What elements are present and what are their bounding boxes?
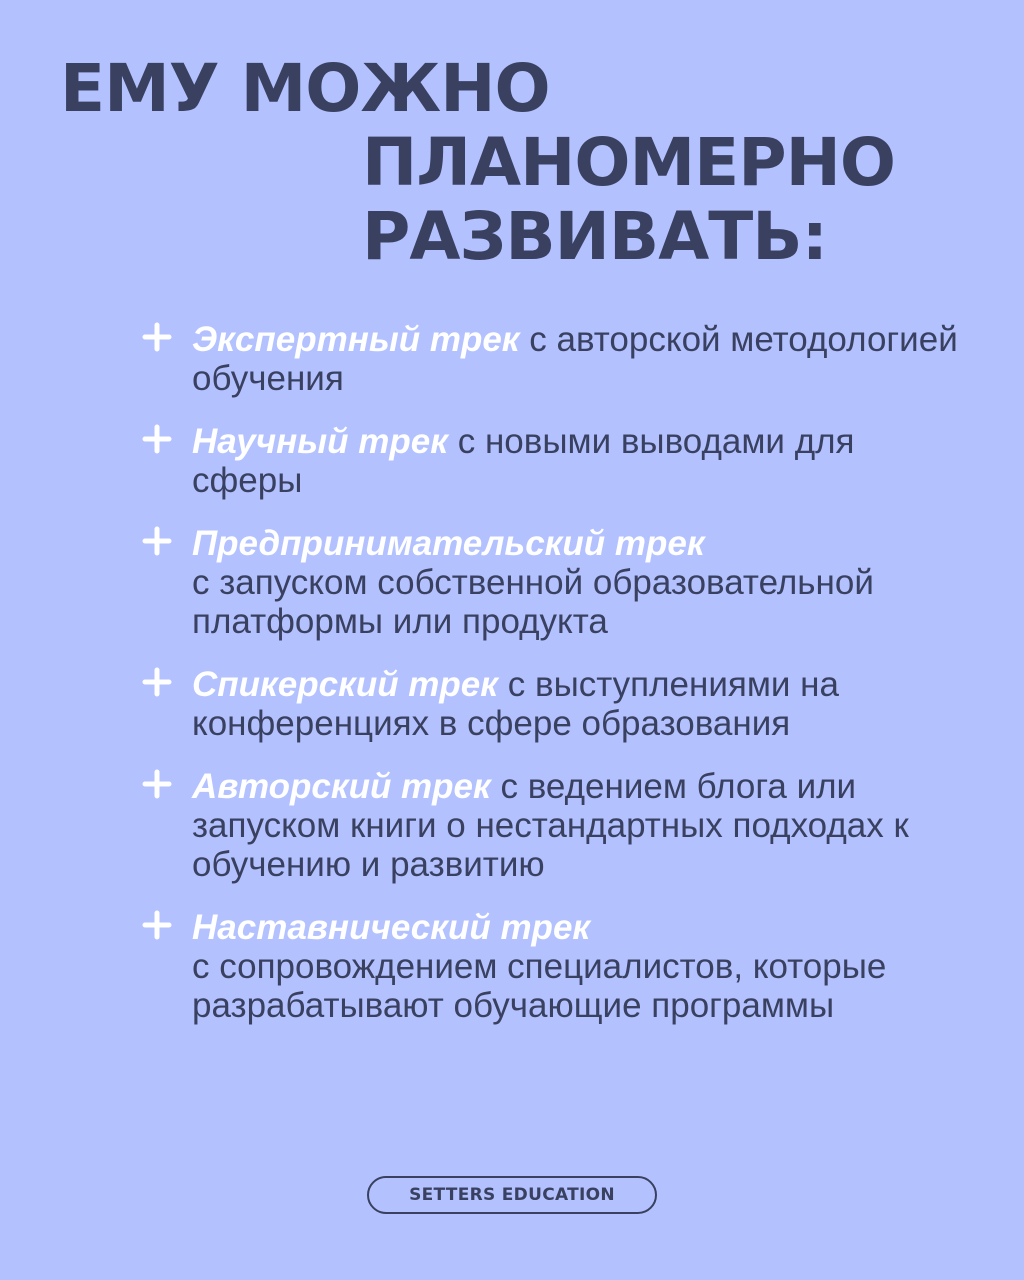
track-description: с сопровождением специалистов, которые разрабатывают обучающие программы [192,947,887,1025]
track-description: с новыми выводами для сферы [192,422,855,500]
track-name: Экспертный трек [192,320,520,359]
page-title [60,52,980,274]
tracks-list [142,320,962,1049]
plus-icon [142,526,172,556]
plus-icon [142,322,172,352]
track-name: Предпринимательский трек [192,524,705,563]
list-item-science-track [142,422,962,500]
track-name: Наставнический трек [192,908,591,947]
title-line-2: ПЛАНОМЕРНО [362,124,895,201]
track-name: Спикерский трек [192,665,499,704]
track-description: с ведением блога или запуском книги о нестандартных подходах к обучению и развитию [192,767,909,884]
plus-icon [142,667,172,697]
plus-icon [142,910,172,940]
list-item-expert-track [142,320,962,398]
plus-icon [142,769,172,799]
track-description: с выступлениями на конференциях в сфере образования [192,665,839,743]
list-item-entrepreneur-track [142,524,962,641]
list-item-mentor-track [142,908,962,1025]
track-name: Авторский трек [192,767,491,806]
brand-badge [367,1176,657,1214]
title-line-1: ЕМУ МОЖНО [60,50,550,127]
plus-icon [142,424,172,454]
title-line-3: РАЗВИВАТЬ: [362,198,827,275]
track-name: Научный трек [192,422,448,461]
brand-label: SETTERS EDUCATION [409,1185,615,1205]
track-description: с запуском собственной образовательной платформы или продукта [192,563,874,641]
list-item-author-track [142,767,962,884]
track-description: с авторской методологией обучения [192,320,958,398]
list-item-speaker-track [142,665,962,743]
